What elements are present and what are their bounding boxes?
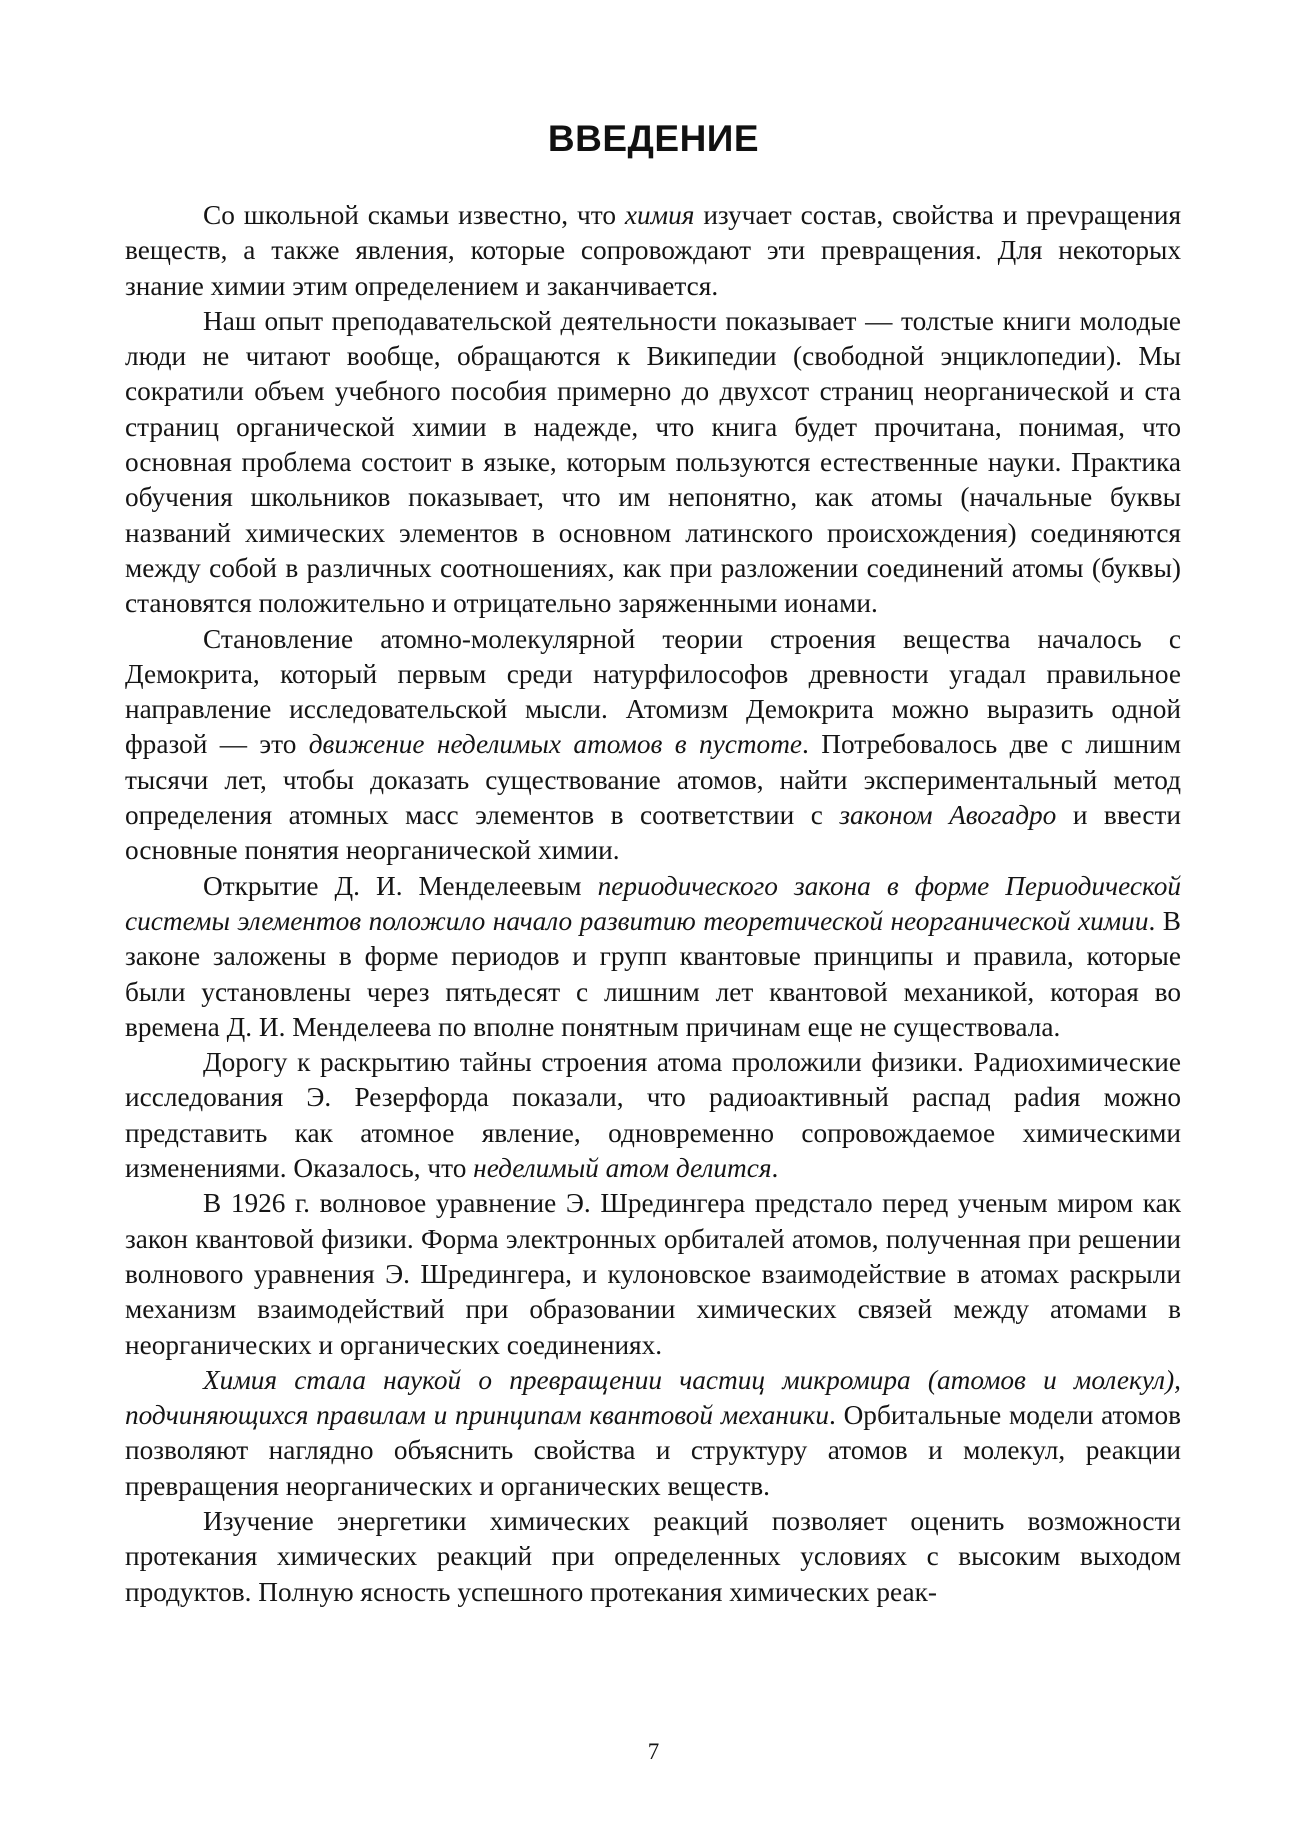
italic-run: законом Авогадро bbox=[839, 800, 1057, 831]
page-number: 7 bbox=[647, 1739, 660, 1764]
paragraph bbox=[125, 198, 1181, 304]
paragraph bbox=[125, 1045, 1181, 1186]
paragraph bbox=[125, 869, 1181, 1045]
text-run: Изучение энергетики химических реакций позволяет оценить возможности протекания химических реакций при определенных условиях с высоким выходом продуктов. Полную ясность успешного протекания химических реак- bbox=[125, 1505, 1181, 1607]
text-run: . В законе заложены в форме периодов и групп квантовые принципы и правила, которые были установлены через пятьдесят с лишним лет квантовой механикой, которая во времена Д. И. Менделеева по вполне понятным причинам еще не существовала. bbox=[125, 905, 1182, 1042]
paragraph bbox=[125, 1363, 1181, 1504]
paragraph bbox=[125, 1186, 1181, 1362]
text-run: Дорогу к раскрытию тайны строения атома проложили физики. Радиохимические исследования Э. Резерфорда показали, что радиоактивный распад раdия можно представить как атомное явление, одновременно сопровождаемое химическими изменениями. Оказалось, что bbox=[125, 1047, 1181, 1184]
body-text bbox=[125, 198, 1181, 1610]
italic-run: химия bbox=[624, 200, 695, 230]
italic-run: периодического закона в форме Периодической системы элементов положило начало развитию теоретической неорганической химии bbox=[125, 870, 1181, 936]
text-run: . Потребовалось две с лишним тысячи лет, чтобы доказать существование атомов, найти экспериментальный метод определения атомных масс элементов в соответствии с bbox=[125, 729, 1181, 831]
italic-run: Химия стала наукой о превращении частиц микромира (атомов и молекул), подчиняющихся правилам и принципам квантовой механики bbox=[125, 1364, 1181, 1431]
paragraph bbox=[125, 622, 1181, 869]
text-run: Со школьной скамьи известно, что bbox=[203, 200, 625, 230]
paragraph bbox=[125, 304, 1181, 622]
text-run: и ввести основные понятия неорганической химии. bbox=[125, 800, 1181, 866]
italic-run: неделимый атом делится bbox=[473, 1153, 772, 1184]
chapter-heading: ВВЕДЕНИЕ bbox=[547, 118, 760, 159]
text-run: . bbox=[771, 1153, 779, 1184]
text-run: изучает состав, свойства и преvращения веществ, а также явления, которые сопровождают эти превращения. Для некоторых знание химии этим определением и заканчивается. bbox=[125, 200, 1181, 301]
text-run: В 1926 г. волновое уравнение Э. Шредингера предстало перед ученым миром как закон квантовой физики. Форма электронных орбиталей атомов, полученная при решении волнового уравнения Э. Шредингера, и кулоновское взаимодействие в атомах раскрыли механизм взаимодействий при образовании химических связей между атомами в неорганических и органических соединениях. bbox=[125, 1188, 1181, 1360]
text-run: Наш опыт преподавательской деятельности показывает — толстые книги молодые люди не читают вообще, обращаются к Википедии (свободной энциклопедии). Мы сократили объем учебного пособия примерно до двухсот страниц неорганической и ста страниц органической химии в надежде, что книга будет прочитана, понимая, что основная проблема состоит в языке, которым пользуются естественные науки. Практика обучения школьников показывает, что им непонятно, как атомы (начальные буквы названий химических элементов в основном латинского происхождения) соединяются между собой в различных соотношениях, как при разложении соединений атомы (буквы) становятся положительно и отрицательно заряженными ионами. bbox=[125, 305, 1181, 619]
text-run: Открытие Д. И. Менделеевым bbox=[203, 870, 598, 901]
text-run: Становление атомно-молекулярной теории строения вещества началось с Демокрита, который первым среди натурфилософов древности угадал правильное направление исследовательской мысли. Атомизм Демокрита можно выразить одной фразой — это bbox=[125, 623, 1181, 760]
italic-run: движение неделимых атомов в пустоте bbox=[308, 729, 803, 760]
paragraph bbox=[125, 1504, 1181, 1610]
text-run: . Орбитальные модели атомов позволяют наглядно объяснить свойства и структуру атомов и молекул, реакции превращения неорганических и органических веществ. bbox=[125, 1400, 1181, 1501]
